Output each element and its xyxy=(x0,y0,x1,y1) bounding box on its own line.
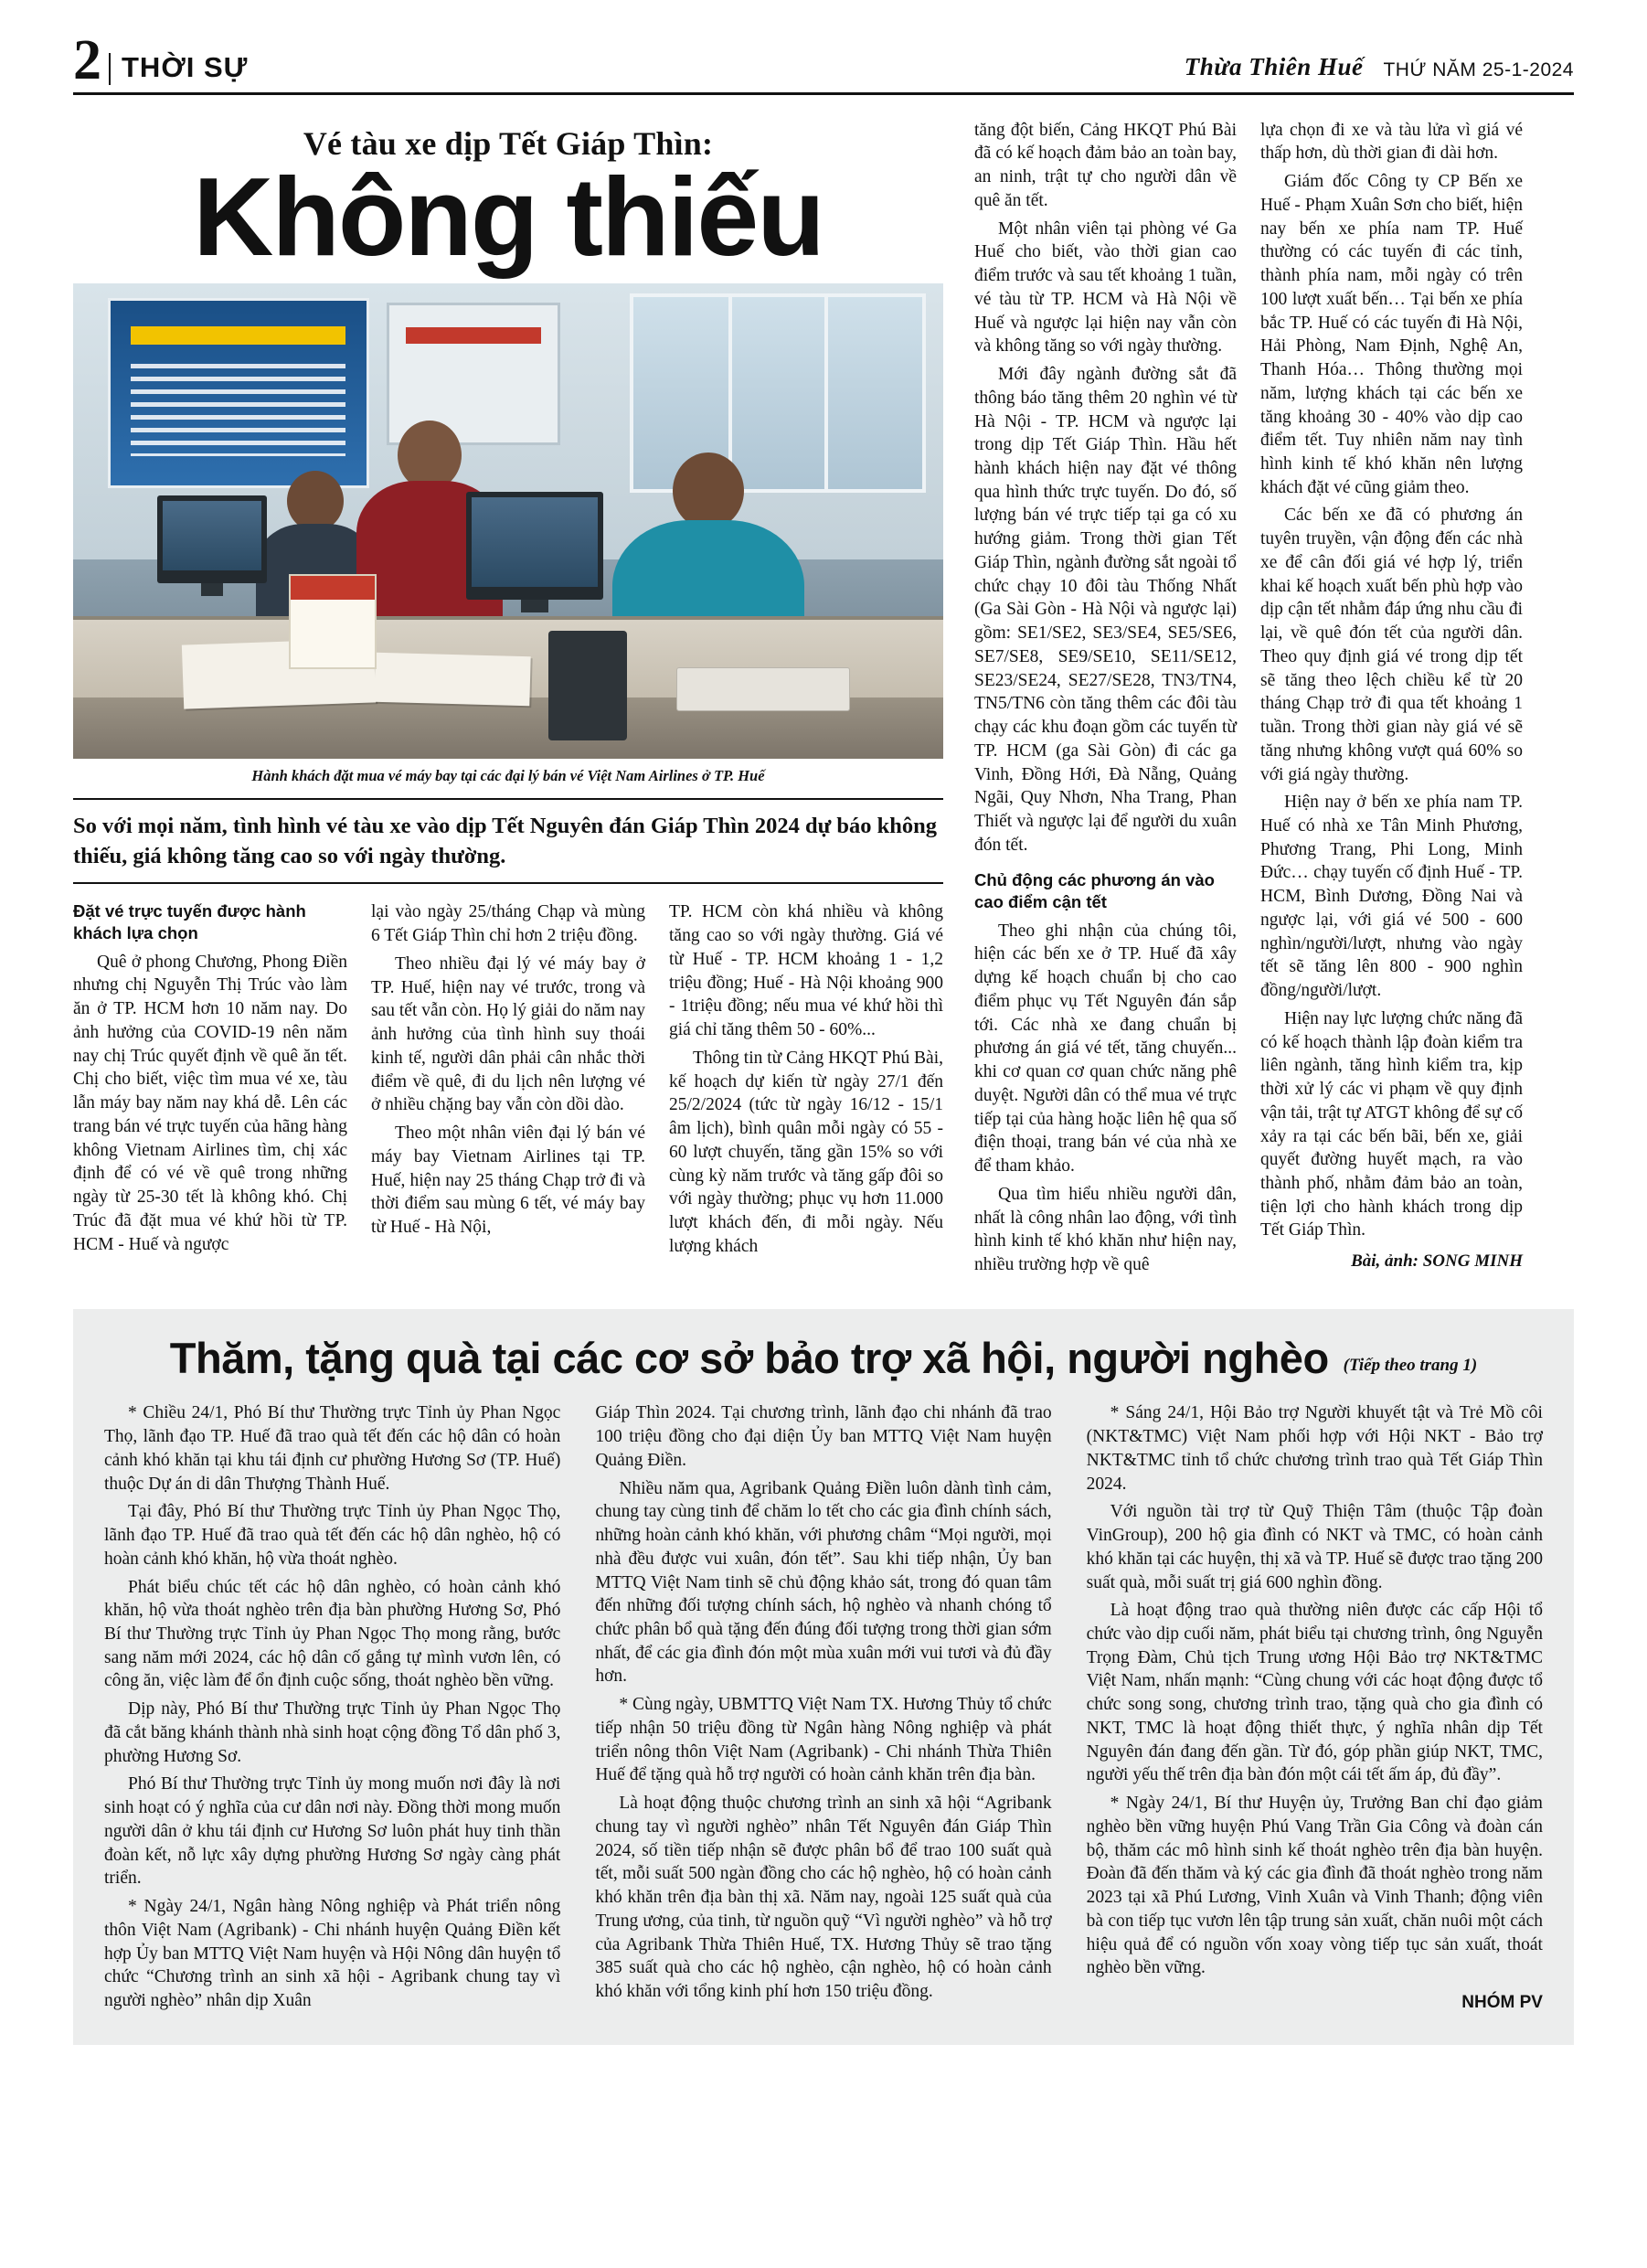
column-subhead: Đặt vé trực tuyến được hành khách lựa chọn xyxy=(73,901,306,942)
calendar-header xyxy=(291,576,375,600)
bottom-article xyxy=(73,1309,1574,2045)
paragraph: Thông tin từ Cảng HKQT Phú Bài, kế hoạch dự kiến từ ngày 27/1 đến 25/2/2024 (tức từ ngày 16/12 - 15/1 âm lịch), bình quân mỗi ngày có 55 - 60 lượt chuyến, tăng gần 15% so với cùng kỳ năm trước và tăng gấp đôi so với ngày thường; phục vụ hơn 11.000 lượt khách đến, đi mỗi ngày. Nếu lượng khách xyxy=(669,1048,943,1256)
bottom-headline-row xyxy=(104,1335,1543,1382)
desk-calendar xyxy=(289,574,377,669)
article-headline: Không thiếu xyxy=(193,154,824,279)
bottom-column-1 xyxy=(104,1401,560,2017)
masthead xyxy=(73,29,1574,95)
card-reader-device xyxy=(548,631,627,740)
article-column-5 xyxy=(1260,119,1523,1282)
paragraph: Phó Bí thư Thường trực Tỉnh ủy mong muốn nơi đây là nơi sinh hoạt có ý nghĩa của cư dân nơi này. Đồng thời mong muốn người dân ở khu tái định cư Hương Sơ luôn phát huy tinh thần đoàn kết, nỗ lực xây dựng phường Hương Sơ ngày càng phát triển. xyxy=(104,1774,561,1889)
page-number: 2 xyxy=(73,29,100,91)
paragraph: lại vào ngày 25/tháng Chạp và mùng 6 Tết Giáp Thìn chỉ hơn 2 triệu đồng. xyxy=(371,902,645,946)
bottom-article-columns xyxy=(104,1401,1543,2017)
article-byline: Bài, ảnh: SONG MINH xyxy=(1351,1251,1523,1272)
paragraph: Giáp Thìn 2024. Tại chương trình, lãnh đạo chi nhánh đã trao 100 triệu đồng cho đại diện Ủy ban MTTQ Việt Nam huyện Quảng Điền. xyxy=(595,1403,1052,1470)
paragraph: * Chiều 24/1, Phó Bí thư Thường trực Tỉnh ủy Phan Ngọc Thọ, lãnh đạo TP. Huế đã trao quà tết đến các hộ dân có hoàn cảnh khó khăn tại khu tái định cư phường Hương Sơ (TP. Huế) thuộc Dự án di dân Thượng Thành Huế. xyxy=(104,1403,561,1494)
paragraph: tăng đột biến, Cảng HKQT Phú Bài đã có kế hoạch đảm bảo an toàn bay, an ninh, trật tự cho người dân về quê ăn tết. xyxy=(974,120,1237,210)
paragraph: Là hoạt động thuộc chương trình an sinh xã hội “Agribank chung tay vì người nghèo” nhân Tết Nguyên đán Giáp Thìn 2024, số tiền tiếp nhận sẽ được phân bổ để trao 100 suất quà tết, mỗi suất 500 ngàn đồng cho các hộ nghèo, hộ có hoàn cảnh khó khăn trên địa bàn thị xã. Năm nay, ngoài 125 suất quà của Trung ương, của tinh, từ nguồn quỹ “Vì người nghèo” và hỗ trợ của Agribank Thừa Thiên Huế, TX. Hương Thủy sẽ trao tặng 385 suất quà cho các hộ nghèo, cận nghèo, hộ có hoàn cảnh khó khăn với tổng kinh phí hơn 150 triệu đồng. xyxy=(595,1794,1052,2002)
paragraph: Nhiều năm qua, Agribank Quảng Điền luôn dành tình cảm, chung tay cùng tinh để chăm lo tết cho các gia đình chính sách, những hoàn cảnh khó khăn, với phương châm “Mọi người, mọi nhà đều được vui xuân, đón tết”. Sau khi tiếp nhận, Ủy ban MTTQ Việt Nam tinh sẽ chủ động khảo sát, trong đó quan tâm đến những đối tượng chính sách, hộ nghèo và nhanh chóng tổ chức phân bổ quà tặng đến đúng đối tượng trong thời gian sớm nhất, để các gia đình đón một mùa xuân mới vui tươi và đủ đầy hơn. xyxy=(595,1478,1052,1687)
article-photo xyxy=(73,283,943,759)
paragraph: Theo một nhân viên đại lý bán vé máy bay Vietnam Airlines tại TP. Huế, hiện nay 25 tháng Chạp trở đi và thời điểm sau mùng 6 tết, vé máy bay từ Huế - Hà Nội, xyxy=(371,1123,645,1238)
issue-date: THỨ NĂM 25-1-2024 xyxy=(1383,59,1574,80)
section-title: THỜI SỰ xyxy=(109,53,248,85)
paragraph: Theo ghi nhận của chúng tôi, hiện các bến xe ở TP. Huế đã xây dựng kế hoạch chuẩn bị cho cao điểm phục vụ Tết Nguyên đán sắp tới. Các nhà xe đang chuẩn bị phương án giá vé tết, tăng chuyến... khi cơ quan cơ quan chức năng phê duyệt. Người dân có thể mua vé trực tiếp tại của hàng hoặc liên hệ qua số điện thoại, trang bán vé của nhà xe để tham khảo. xyxy=(974,921,1237,1177)
continued-from-note: (Tiếp theo trang 1) xyxy=(1343,1356,1478,1376)
paragraph: Theo nhiều đại lý vé máy bay ở TP. Huế, hiện nay vé trước, trong và sau tết vẫn còn. Họ lý giải do năm nay ảnh hưởng của tình hình suy thoái kinh tế, người dân phải cân nhắc thời điểm về quê, đi du lịch nên lượng vé ở nhiều chặng bay vẫn còn dồi dào. xyxy=(371,953,646,1115)
computer-monitor-right xyxy=(466,492,603,600)
paragraph: Là hoạt động trao quà thường niên được các cấp Hội tổ chức vào dịp cuối năm, phát biểu tại chương trình, ông Nguyễn Trọng Đàm, Chủ tịch Trung ương Hội Bảo trợ NKT&TMC Việt Nam, nhấn mạnh: “Cùng chung với các hoạt động được tổ chức song song, chương trình trao, tặng quà cho gia đình có NKT, TMC là hoạt động thiết thực, ý nghĩa nhân dịp Tết Nguyên đán đang đến gần. Từ đó, góp phần giúp NKT, TMC, người yếu thế trên địa bàn đón một cái tết ấm áp, đủ đầy”. xyxy=(1086,1601,1543,1785)
paragraph: Dịp này, Phó Bí thư Thường trực Tỉnh ủy Phan Ngọc Thọ đã cắt băng khánh thành nhà sinh hoạt cộng đồng Tổ dân phố 3, phường Hương Sơ. xyxy=(104,1699,561,1766)
top-article-left xyxy=(73,119,943,1282)
paragraph: Các bến xe đã có phương án tuyên truyền, vận động đến các nhà xe để cân đối giá vé hợp lý, triển khai kế hoạch xuất bến phù hợp vào dịp cận tết nhằm đáp ứng nhu cầu đi lại, về quê đón tết của người dân. Theo quy định giá vé trong dịp tết sẽ tăng theo lệch chiều kể từ 20 tháng Chạp trở đi qua tết khoảng 1 tuần. Trong thời gian này giá vé sẽ tăng nhưng không vượt quá 60% so với giá ngày thường. xyxy=(1260,506,1523,784)
paragraph: Với nguồn tài trợ từ Quỹ Thiện Tâm (thuộc Tập đoàn VinGroup), 200 hộ gia đình có NKT và TMC, có hoàn cảnh khó khăn tại các huyện, thị xã và TP. Huế sẽ được trao tặng 200 suất quà, mỗi suất trị giá 600 nghìn đồng. xyxy=(1086,1502,1543,1592)
paragraph: * Sáng 24/1, Hội Bảo trợ Người khuyết tật và Trẻ Mồ côi (NKT&TMC) Việt Nam phối hợp với Hội NKT - Bảo trợ NKT&TMC tỉnh tổ chức chương trình trao quà Tết Giáp Thìn 2024. xyxy=(1086,1403,1543,1494)
monitor-stand xyxy=(521,600,548,612)
paragraph: * Ngày 24/1, Bí thư Huyện ủy, Trưởng Ban chỉ đạo giảm nghèo bền vững huyện Phú Vang Trần Gia Công và đoàn cán bộ, thăm các mô hình sinh kế thoát nghèo trên địa bàn huyện. Đoàn đã đến thăm và ký các gia đình đã thoát nghèo trong năm 2023 tại xã Phú Lương, Vinh Xuân và Vinh Thanh; động viên bà con tiếp tục vươn lên tập trung sản xuất, chăn nuôi một cách hiệu quả để có nguồn vốn xoay vòng tiếp tục sản xuất, thoát nghèo bền vững. xyxy=(1086,1794,1543,1978)
paragraph: * Cùng ngày, UBMTTQ Việt Nam TX. Hương Thủy tổ chức tiếp nhận 50 triệu đồng từ Ngân hàng Nông nghiệp và phát triển nông thôn Việt Nam (Agribank) - Chi nhánh Thừa Thiên Huế để tặng quà hỗ trợ người có hoàn cảnh khăn trên địa bàn. xyxy=(595,1695,1052,1785)
person-head xyxy=(673,453,744,529)
bottom-article-signoff: NHÓM PV xyxy=(1461,1993,1543,2013)
airline-banner-icon xyxy=(108,298,369,488)
paragraph: TP. HCM còn khá nhiều và không tăng cao so với ngày thường. Giá vé từ Huế - TP. HCM khoảng 1 - 1,2 triệu đồng; Huế - Hà Nội khoảng 900 - 1triệu đồng; nếu mua vé khứ hồi thì giá chỉ tăng thêm 50 - 60%... xyxy=(669,902,943,1040)
person-head xyxy=(287,471,344,531)
paragraph: Tại đây, Phó Bí thư Thường trực Tỉnh ủy Phan Ngọc Thọ, lãnh đạo TP. Huế đã trao quà tết đến các hộ dân nghèo, hộ có hoàn cảnh khó khăn, hộ vừa thoát nghèo. xyxy=(104,1502,561,1569)
bottom-article-headline: Thăm, tặng quà tại các cơ sở bảo trợ xã hội, người nghèo xyxy=(169,1333,1329,1382)
paragraph: Mới đây ngành đường sắt đã thông báo tăng thêm 20 nghìn vé từ Hà Nội - TP. HCM và ngược lại trong dịp Tết Giáp Thìn. Hầu hết hành khách hiện nay đặt vé thông qua hình thức trực tuyến. Do đó, số lượng bán vé trực tiếp tại ga có xu hướng giảm. Trong thời gian Tết Giáp Thìn, ngành đường sắt ngoài tổ chức chạy 10 đôi tàu Thống Nhất (Ga Sài Gòn - Hà Nội và ngược lại) gồm: SE1/SE2, SE3/SE4, SE5/SE6, SE7/SE8, SE9/SE10, SE11/SE12, SE23/SE24, SE27/SE28, TN3/TN4, TN5/TN6 còn tăng thêm các đôi tàu chạy các khu đoạn gồm các tuyến từ TP. HCM (ga Sài Gòn) đi các ga Vinh, Đồng Hới, Đà Nẵng, Quảng Ngãi, Quy Nhơn, Nha Trang, Phan Thiết và ngược lại để người du xuân đón tết. xyxy=(974,365,1237,855)
masthead-right xyxy=(1185,53,1574,85)
window-mullion xyxy=(824,297,828,489)
paragraph: Hiện nay ở bến xe phía nam TP. Huế có nhà xe Tân Minh Phương, Phương Trang, Phi Long, Minh Đức… chạy tuyến cố định Huế - TP. HCM, Bình Dương, Đồng Nai và ngược lại, với giá vé 500 - 600 nghìn/người/lượt, nhưng vào ngày tết sẽ tăng lên 800 - 900 nghìn đồng/người/lượt. xyxy=(1260,793,1523,1001)
paragraph: Quê ở phong Chương, Phong Điền nhưng chị Nguyễn Thị Trúc vào làm ăn ở TP. HCM hơn 10 năm nay. Do ảnh hưởng của COVID-19 nên năm nay chị Trúc quyết định về quê ăn tết. Chị cho biết, việc tìm mua vé xe, tàu lẫn máy bay năm nay khá dễ. Lên các trang bán vé trực tuyến của hãng hàng không Vietnam Airlines tìm, chị xác định để có vé về quê trong những ngày từ 25-30 tết là không khó. Chị Trúc đã đặt mua vé khứ hồi từ TP. HCM - Huế và ngược xyxy=(73,952,347,1254)
masthead-left xyxy=(73,29,249,91)
monitor-stand xyxy=(201,583,223,596)
monitor-screen xyxy=(163,501,261,570)
paper-name: Thừa Thiên Huế xyxy=(1184,52,1364,80)
paragraph: Hiện nay lực lượng chức năng đã có kế hoạch thành lập đoàn kiểm tra liên ngành, tăng hình kiểm tra, kịp thời xử lý các vi phạm về quy định vận tải, trật tự ATGT không để sự cố xảy ra tại các bến bãi, bến xe, giải quyết đường huyết mạch, ra vào thành phố, nhằm đảm bảo an toàn, tiện lợi cho hành khách trong dịp Tết Giáp Thìn. xyxy=(1260,1008,1523,1240)
top-article-columns-right xyxy=(974,119,1523,1282)
banner-text-lines xyxy=(131,364,345,456)
person-head xyxy=(398,421,462,490)
monitor-screen xyxy=(472,497,598,587)
article-standfirst: So với mọi năm, tình hình vé tàu xe vào dịp Tết Nguyên đán Giáp Thìn 2024 dự báo không thiếu, giá không tăng cao so với ngày thường. xyxy=(73,798,943,884)
article-column-1 xyxy=(73,900,347,1262)
bottom-column-2 xyxy=(595,1401,1051,2017)
article-column-2 xyxy=(371,900,645,1262)
photo-figure xyxy=(73,283,943,785)
paragraph: Một nhân viên tại phòng vé Ga Huế cho biết, vào thời gian cao điểm trước và sau tết khoảng 1 tuần, vé tàu từ TP. HCM và Hà Nội về Huế và ngược lại hiện nay vẫn còn và không tăng so với ngày thường. xyxy=(974,218,1237,357)
paragraph: Qua tìm hiểu nhiều người dân, nhất là công nhân lao động, với tình hình kinh tế khó khăn như hiện nay, nhiều trường hợp về quê xyxy=(974,1184,1237,1274)
paragraph: Phát biểu chúc tết các hộ dân nghèo, có hoàn cảnh khó khăn, hộ vừa thoát nghèo trên địa bàn phường Hương Sơ, Phó Bí thư Thường trực Tỉnh ủy Phan Ngọc Thọ mong rằng, bước sang năm mới 2024, các hộ dân cố gắng tự mình vươn lên, có công ăn, việc làm để ổn định cuộc sống, thoát nghèo bền vững. xyxy=(104,1577,561,1691)
photo-caption: Hành khách đặt mua vé máy bay tại các đại lý bán vé Việt Nam Airlines ở TP. Huế xyxy=(251,767,765,785)
computer-monitor-left xyxy=(157,495,267,583)
top-article-right xyxy=(974,119,1523,1282)
article-kicker: Vé tàu xe dịp Tết Giáp Thìn: xyxy=(303,124,714,162)
bottom-column-3 xyxy=(1087,1401,1543,2017)
paragraph: Giám đốc Công ty CP Bến xe Huế - Phạm Xuân Sơn cho biết, hiện nay bến xe phía nam TP. Huế thường có các tuyến đi các tỉnh, thành phía nam, mỗi ngày có trên 100 lượt xuất bến… Tại bến xe phía bắc TP. Huế có các tuyến đi Hà Nội, Hải Phòng, Nam Định, Nghệ An, Thanh Hóa… Thông thường mọi năm, lượng khách tại các bến xe tăng khoảng 30 - 40% vào dịp cao điểm tết. Tuy nhiên năm nay tình hình kinh tế khó khăn nên lượng khách đặt vé cũng giảm theo. xyxy=(1260,172,1523,497)
top-article xyxy=(73,119,1574,1282)
top-article-columns xyxy=(73,900,943,1262)
paper-stack xyxy=(374,653,530,706)
paragraph: lựa chọn đi xe và tàu lửa vì giá vé thấp hơn, dù thời gian đi dài hơn. xyxy=(1260,120,1523,164)
article-column-4 xyxy=(974,119,1237,1282)
keyboard xyxy=(676,667,850,711)
paragraph: * Ngày 24/1, Ngân hàng Nông nghiệp và Phát triển nông thôn Việt Nam (Agribank) - Chi nhánh huyện Quảng Điền kết hợp Ủy ban MTTQ Việt Nam huyện và Hội Nông dân huyện tổ chức “Chương trình an sinh xã hội - Agribank chung tay vì người nghèo” nhân dịp Xuân xyxy=(104,1897,561,2011)
column-subhead: Chủ động các phương án vào cao điểm cận tết xyxy=(974,870,1215,911)
article-column-3 xyxy=(669,900,943,1262)
